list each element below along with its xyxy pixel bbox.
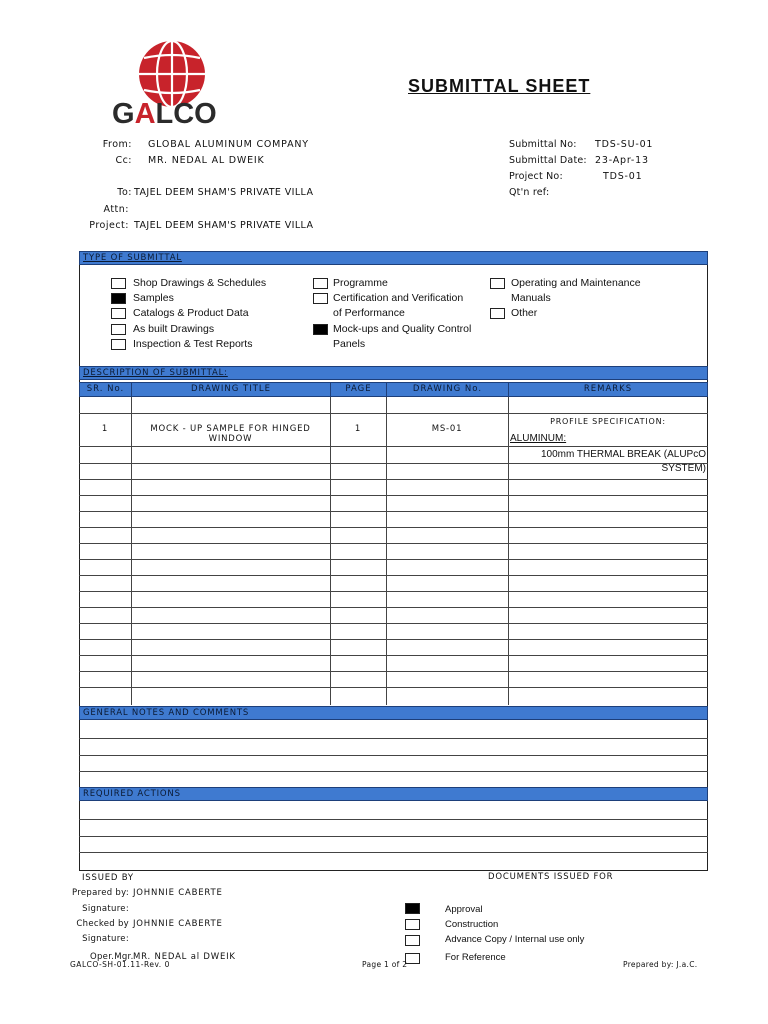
col-remarks: REMARKS xyxy=(583,384,633,394)
checkbox-advance-copy[interactable] xyxy=(405,935,420,946)
description-table-header xyxy=(79,382,708,397)
row1-sr-no: 1 xyxy=(101,424,109,434)
prepared-by-value: JOHNNIE CABERTE xyxy=(133,888,223,898)
option-samples: Samples xyxy=(133,292,174,304)
submittal-date-label: Submittal Date: xyxy=(509,155,587,166)
option-advance-copy: Advance Copy / Internal use only xyxy=(445,934,585,945)
project-no-label: Project No: xyxy=(509,171,563,182)
issued-by-heading: ISSUED BY xyxy=(82,873,134,883)
prepared-by-label: Prepared by: xyxy=(71,888,129,898)
description-bar: DESCRIPTION OF SUBMITTAL: xyxy=(79,366,708,380)
checkbox-as-built[interactable] xyxy=(111,324,126,335)
remarks-thermal-line1: 100mm THERMAL BREAK (ALUPcO xyxy=(540,449,706,460)
option-as-built: As built Drawings xyxy=(133,323,215,335)
documents-issued-for-heading: DOCUMENTS ISSUED FOR xyxy=(488,872,614,882)
option-shop-drawings: Shop Drawings & Schedules xyxy=(133,277,267,289)
col-page: PAGE xyxy=(331,383,387,396)
option-approval: Approval xyxy=(445,904,483,915)
oper-mgr-value: MR. NEDAL al DWEIK xyxy=(133,952,236,962)
type-of-submittal-bar: TYPE OF SUBMITTAL xyxy=(79,251,708,265)
galco-logo-text: GALCO xyxy=(112,98,217,130)
option-other: Other xyxy=(511,307,538,319)
checkbox-samples[interactable] xyxy=(111,293,126,304)
page-title: SUBMITTAL SHEET xyxy=(408,76,591,96)
qtn-ref-label: Qt'n ref: xyxy=(509,187,550,198)
project-value: TAJEL DEEM SHAM'S PRIVATE VILLA xyxy=(134,220,314,231)
project-label: Project: xyxy=(89,220,129,231)
option-mockups-line2: Panels xyxy=(333,338,366,350)
option-catalogs: Catalogs & Product Data xyxy=(133,307,249,319)
checkbox-programme[interactable] xyxy=(313,278,328,289)
col-drawing-title: DRAWING TITLE xyxy=(132,383,331,396)
checkbox-mockups[interactable] xyxy=(313,324,328,335)
description-table-grid xyxy=(79,397,708,705)
cc-value: MR. NEDAL AL DWEIK xyxy=(148,155,265,166)
col-sr-no: SR. No. xyxy=(80,383,132,396)
to-value: TAJEL DEEM SHAM'S PRIVATE VILLA xyxy=(134,187,314,198)
option-construction: Construction xyxy=(445,919,499,930)
row1-drawing-title: MOCK - UP SAMPLE FOR HINGED WINDOW xyxy=(150,424,311,444)
checked-by-value: JOHNNIE CABERTE xyxy=(133,919,223,929)
checkbox-catalogs[interactable] xyxy=(111,308,126,319)
option-for-reference: For Reference xyxy=(445,952,506,963)
from-value: GLOBAL ALUMINUM COMPANY xyxy=(148,139,309,150)
col-drawing-no: DRAWING No. xyxy=(387,383,509,396)
option-operating: Operating and Maintenance xyxy=(511,277,641,289)
attn-label: Attn: xyxy=(103,204,129,215)
cc-label: Cc: xyxy=(115,155,132,166)
form-code: GALCO-SH-01.11-Rev. 0 xyxy=(70,960,170,969)
to-label: To: xyxy=(117,187,132,198)
submittal-no-label: Submittal No: xyxy=(509,139,577,150)
option-certification-line2: of Performance xyxy=(333,307,405,319)
checkbox-approval[interactable] xyxy=(405,903,420,914)
option-programme: Programme xyxy=(333,277,388,289)
checkbox-operating[interactable] xyxy=(490,278,505,289)
row1-drawing-no: MS-01 xyxy=(431,424,463,434)
prepared-by-footer: Prepared by: J.a.C. xyxy=(623,960,698,969)
checkbox-shop-drawings[interactable] xyxy=(111,278,126,289)
checked-by-label: Checked by xyxy=(76,919,129,929)
checkbox-certification[interactable] xyxy=(313,293,328,304)
remarks-aluminum: ALUMINUM: xyxy=(510,433,567,444)
checkbox-other[interactable] xyxy=(490,308,505,319)
checkbox-inspection[interactable] xyxy=(111,339,126,350)
option-inspection: Inspection & Test Reports xyxy=(133,338,253,350)
option-certification: Certification and Verification xyxy=(333,292,464,304)
general-notes-bar: GENERAL NOTES AND COMMENTS xyxy=(79,706,708,720)
option-mockups: Mock-ups and Quality Control xyxy=(333,323,472,335)
row1-page: 1 xyxy=(354,424,362,434)
project-no-value: TDS-01 xyxy=(603,171,643,182)
submittal-no-value: TDS-SU-01 xyxy=(595,139,654,150)
page-number: Page 1 of 2 xyxy=(362,960,408,969)
submittal-date-value: 23-Apr-13 xyxy=(595,155,649,166)
remarks-thermal-line2: SYSTEM) xyxy=(661,463,706,474)
required-actions-bar: REQUIRED ACTIONS xyxy=(79,787,708,801)
signature2-label: Signature: xyxy=(82,934,129,944)
oper-mgr-label: Oper.Mgr. xyxy=(90,952,134,962)
from-label: From: xyxy=(102,139,132,150)
checkbox-construction[interactable] xyxy=(405,919,420,930)
option-operating-line2: Manuals xyxy=(511,292,551,304)
signature-label: Signature: xyxy=(82,904,129,914)
remarks-profile-spec: PROFILE SPECIFICATION: xyxy=(550,417,666,426)
